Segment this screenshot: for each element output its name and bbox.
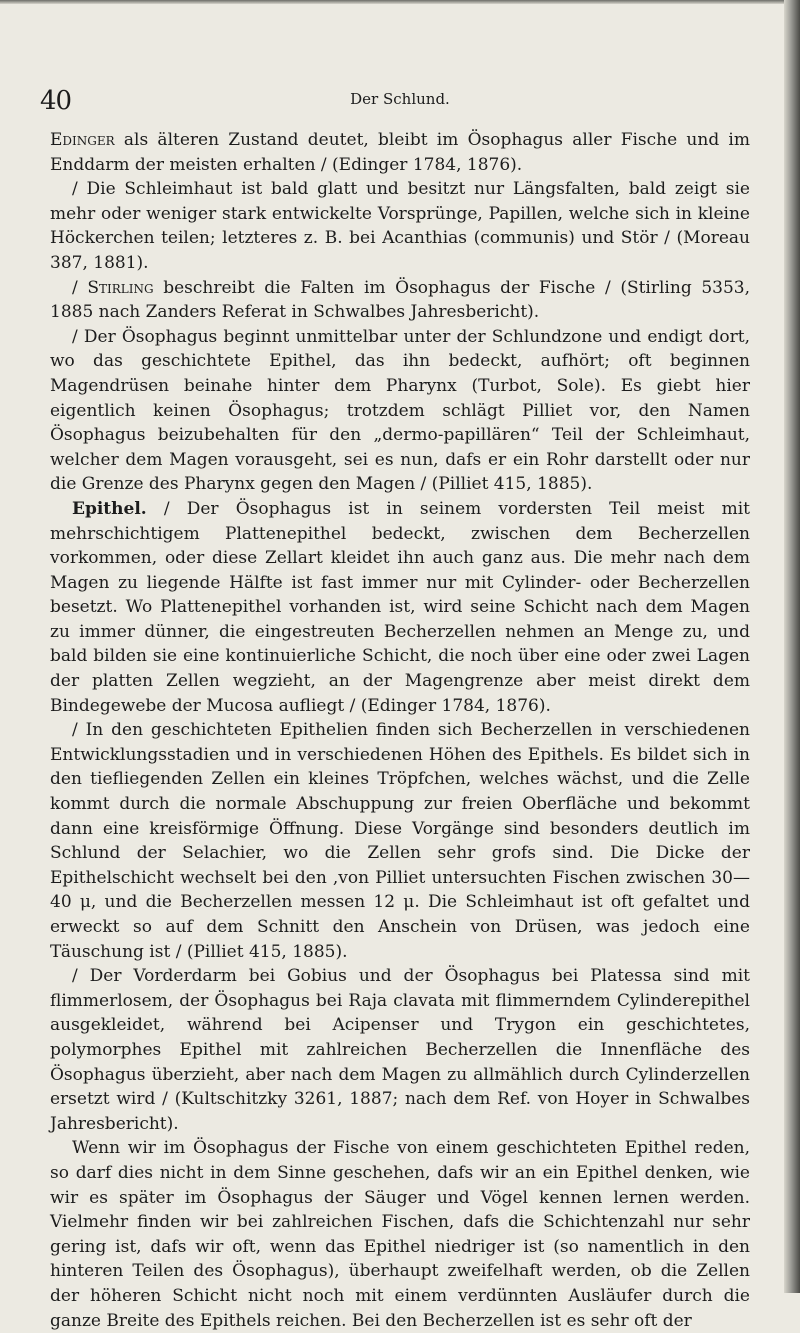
author-name: / Stirling (72, 277, 154, 298)
paragraph-text: als älteren Zustand deutet, bleibt im Ösophagus aller Fische und im Enddarm der meisten erhalten / (Edinger 1784, 1876). (50, 130, 750, 175)
paragraph (50, 1136, 750, 1333)
author-name: Edinger (50, 130, 115, 150)
section-heading: Epithel. (72, 498, 147, 519)
paragraph (50, 276, 750, 325)
paragraph-text: / Der Ösophagus ist in seinem vordersten Teil meist mit mehrschichtigem Plattenepithel bedeckt, zwischen dem Becherzellen vorkommen, oder diese Zellart kleidet ihn auch ganz aus. Die mehr nach dem Magen zu liegende Hälfte ist fast immer nur mit Cylinder- oder Becherzellen besetzt. Wo Plattenepithel vorhanden ist, wird seine Schicht nach dem Magen zu immer dünner, die eingestreuten Becherzellen nehmen an Menge zu, und bald bilden sie eine kontinuierliche Schicht, die noch über eine oder zwei Lagen der platten Zellen wegzieht, an der Magengrenze aber meist direkt dem Bindegewebe der Mucosa aufliegt / (Edinger 1784, 1876). (50, 498, 750, 716)
paragraph-text: / Der Vorderdarm bei Gobius und der Ösophagus bei Platessa sind mit flimmerlosem, der Ösophagus bei Raja clavata mit flimmerndem Cylinderepithel ausgekleidet, während bei Acipenser und Trygon ein geschichtetes, polymorphes Epithel mit zahlreichen Becherzellen die Innenfläche des Ösophagus überzieht, aber nach dem Magen zu allmählich durch Cylinderzellen ersetzt wird / (Kultschitzky 3261, 1887; nach dem Ref. von Hoyer in Schwalbes Jahresbericht). (50, 966, 750, 1134)
body-text (50, 128, 750, 1333)
paragraph (50, 177, 750, 275)
paragraph (50, 325, 750, 497)
paragraph (50, 497, 750, 718)
paragraph (50, 128, 750, 177)
page-number: 40 (40, 86, 72, 116)
page-edge-shadow (784, 0, 800, 1293)
page-top-shadow (0, 0, 784, 4)
page-header (40, 86, 760, 116)
paragraph (50, 964, 750, 1136)
paragraph-text: Wenn wir im Ösophagus der Fische von einem geschichteten Epithel reden, so darf dies nicht in dem Sinne geschehen, dafs wir an ein Epithel denken, wie wir es später im Ösophagus der Säuger und Vögel kennen lernen werden. Vielmehr finden wir bei zahlreichen Fischen, dafs die Schichtenzahl nur sehr gering ist, dafs wir oft, wenn das Epithel niedriger ist (so namentlich in den hinteren Teilen des Ösophagus), überhaupt zweifelhaft werden, ob die Zellen der höheren Schicht nicht noch mit einem verdünnten Ausläufer durch die ganze Breite des Epithels reichen. Bei den Becherzellen ist es sehr oft der (50, 1138, 750, 1331)
paragraph-text: / In den geschichteten Epithelien finden sich Becherzellen in verschiedenen Entwicklungsstadien und in verschiedenen Höhen des Epithels. Es bildet sich in den tiefliegenden Zellen ein kleines Tröpfchen, welches wächst, und die Zelle kommt durch die normale Abschuppung zur freien Oberfläche und bekommt dann eine kreisförmige Öffnung. Diese Vorgänge sind besonders deutlich im Schlund der Selachier, wo die Zellen sehr grofs sind. Die Dicke der Epithelschicht wechselt bei den ,von Pilliet untersuchten Fischen zwischen 30—40 μ, und die Becherzellen messen 12 μ. Die Schleimhaut ist oft gefaltet und erweckt so auf dem Schnitt den Anschein von Drüsen, was jedoch eine Täuschung ist / (Pilliet 415, 1885). (50, 720, 750, 962)
paragraph-text: / Der Ösophagus beginnt unmittelbar unter der Schlundzone und endigt dort, wo das geschichtete Epithel, das ihn bedeckt, aufhört; oft beginnen Magendrüsen beinahe hinter dem Pharynx (Turbot, Sole). Es giebt hier eigentlich keinen Ösophagus; trotzdem schlägt Pilliet vor, den Namen Ösophagus beizubehalten für den „dermo-papillären“ Teil der Schleimhaut, welcher dem Magen vorausgeht, sei es nun, dafs er ein Rohr darstellt oder nur die Grenze des Pharynx gegen den Magen / (Pilliet 415, 1885). (50, 326, 750, 495)
paragraph (50, 718, 750, 964)
paragraph-text: beschreibt die Falten im Ösophagus der Fische / (Stirling 5353, 1885 nach Zanders Referat in Schwalbes Jahresbericht). (50, 277, 750, 323)
running-head: Der Schlund. (350, 90, 450, 108)
paragraph-text: / Die Schleimhaut ist bald glatt und besitzt nur Längsfalten, bald zeigt sie mehr oder weniger stark entwickelte Vorsprünge, Papillen, welche sich in kleine Höckerchen teilen; letzteres z. B. bei Acanthias (communis) und Stör / (Moreau 387, 1881). (50, 179, 750, 273)
